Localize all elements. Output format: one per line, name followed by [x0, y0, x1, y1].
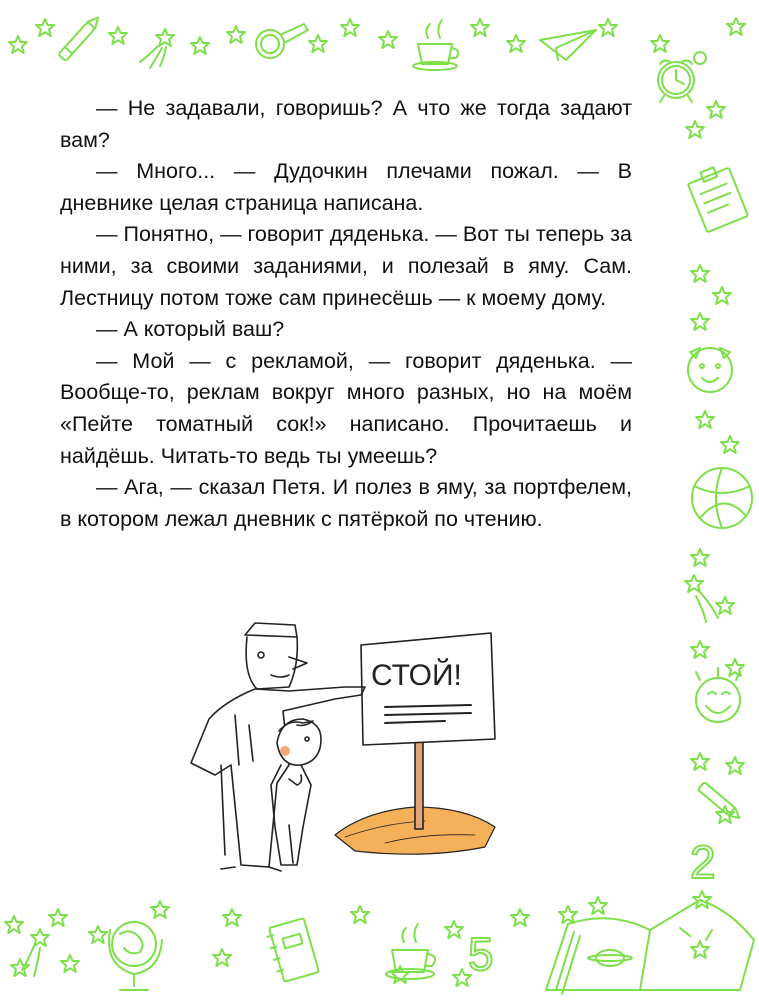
note-icon [686, 162, 749, 232]
digit-five-icon: 5 [468, 928, 494, 980]
paper-plane-icon [540, 30, 596, 60]
stop-sign [361, 633, 495, 745]
shooting-star-icon [140, 29, 174, 68]
boy-figure [271, 719, 321, 865]
magnifier-icon [256, 24, 308, 58]
paragraph: — Ага, — сказал Петя. И полез в яму, за портфелем, в котором лежал дневник с пятёркой по чтению. [60, 475, 632, 531]
digit-two-icon: 2 [690, 836, 716, 888]
coffee-cup-icon [386, 924, 435, 979]
sign-post [415, 741, 423, 829]
globe-icon [109, 922, 162, 990]
paragraph: — Много... — Дудочкин плечами пожал. — В дневнике целая страница написана. [60, 159, 632, 215]
illustration [185, 615, 515, 875]
coffee-cup-icon [413, 20, 458, 70]
star-icon [9, 18, 745, 54]
shooting-star-icon [685, 575, 718, 622]
open-book-icon [546, 900, 754, 994]
paragraph: — А который ваш? [96, 317, 285, 342]
stop-sign-text: СТОЙ! [371, 659, 462, 692]
girl-face-icon [688, 348, 732, 392]
ball-icon [692, 468, 752, 528]
paragraph: — Понятно, — говорит дяденька. — Вот ты теперь за ними, за своими заданиями, и полезай в яму. Сам. Лестницу потом тоже сам принесёшь — к моему дому. [60, 222, 632, 310]
story-text [60, 93, 632, 535]
paragraph: — Мой — с рекламой, — говорит дяденька. — Вообще-то, реклам вокруг много разных, но на моём «Пейте томатный сок!» написано. Прочитаешь и найдёшь. Читать-то ведь ты умеешь? [60, 348, 632, 468]
alarm-clock-icon [658, 52, 706, 102]
star-icon [5, 897, 607, 986]
notebook-icon [265, 918, 319, 983]
smiley-icon [696, 668, 740, 722]
pen-icon [58, 14, 102, 61]
paragraph: — Не задавали, говоришь? А что же тогда задают вам? [60, 96, 632, 152]
